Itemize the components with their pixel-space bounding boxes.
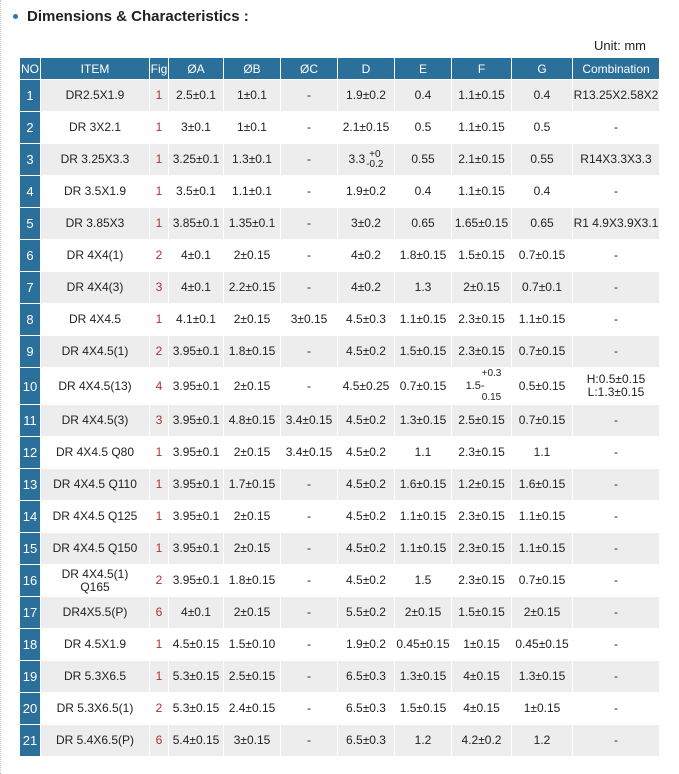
cell-d: 5.5±0.2 — [338, 597, 395, 629]
table-row — [20, 144, 660, 176]
cell-no: 21 — [20, 725, 41, 757]
cell-fig: 2 — [150, 693, 169, 725]
cell-combination: - — [573, 725, 660, 757]
cell-g: 0.55 — [512, 144, 573, 176]
cell-dia-b: 1±0.1 — [224, 80, 281, 112]
cell-dia-b: 4.8±0.15 — [224, 405, 281, 437]
cell-fig: 2 — [150, 240, 169, 272]
cell-f: 2.3±0.15 — [452, 437, 512, 469]
tolerance-upper: +0 — [369, 148, 381, 160]
cell-d: 4.5±0.2 — [338, 405, 395, 437]
cell-e: 1.6±0.15 — [395, 469, 452, 501]
cell-dia-a: 3.95±0.1 — [169, 469, 224, 501]
header-dia-a: ØA — [169, 58, 224, 80]
cell-d: 4±0.2 — [338, 240, 395, 272]
cell-f: 2.1±0.15 — [452, 144, 512, 176]
table-row — [20, 208, 660, 240]
cell-e: 1.2 — [395, 725, 452, 757]
cell-e: 0.7±0.15 — [395, 368, 452, 405]
cell-g: 0.7±0.15 — [512, 240, 573, 272]
cell-g: 1.3±0.15 — [512, 661, 573, 693]
cell-no: 5 — [20, 208, 41, 240]
cell-combination: - — [573, 469, 660, 501]
cell-e: 0.5 — [395, 112, 452, 144]
cell-e: 1.3±0.15 — [395, 661, 452, 693]
cell-dia-c: - — [281, 368, 338, 405]
cell-dia-b: 3±0.15 — [224, 725, 281, 757]
cell-d: 6.5±0.3 — [338, 725, 395, 757]
cell-no: 18 — [20, 629, 41, 661]
cell-item: DR 5.3X6.5(1) — [41, 693, 150, 725]
cell-item: DR 3X2.1 — [41, 112, 150, 144]
cell-e: 1.3±0.15 — [395, 405, 452, 437]
cell-f: 4±0.15 — [452, 693, 512, 725]
dimensions-table — [19, 57, 660, 757]
cell-fig: 1 — [150, 501, 169, 533]
cell-no: 7 — [20, 272, 41, 304]
cell-dia-c: - — [281, 661, 338, 693]
cell-d: 4.5±0.2 — [338, 501, 395, 533]
cell-d: 2.1±0.15 — [338, 112, 395, 144]
cell-fig: 1 — [150, 304, 169, 336]
cell-d: 4.5±0.2 — [338, 565, 395, 597]
cell-d: 4.5±0.2 — [338, 437, 395, 469]
cell-dia-c: - — [281, 336, 338, 368]
cell-dia-b: 2.5±0.15 — [224, 661, 281, 693]
cell-dia-c: 3.4±0.15 — [281, 437, 338, 469]
cell-fig: 3 — [150, 405, 169, 437]
header-d: D — [338, 58, 395, 80]
cell-fig: 6 — [150, 725, 169, 757]
cell-dia-c: - — [281, 208, 338, 240]
cell-e: 1.3 — [395, 272, 452, 304]
cell-e: 0.4 — [395, 80, 452, 112]
cell-dia-b: 2±0.15 — [224, 304, 281, 336]
cell-f: 2.5±0.15 — [452, 405, 512, 437]
cell-f: 4.2±0.2 — [452, 725, 512, 757]
cell-no: 19 — [20, 661, 41, 693]
cell-fig: 1 — [150, 629, 169, 661]
header-dia-b: ØB — [224, 58, 281, 80]
cell-no: 16 — [20, 565, 41, 597]
cell-fig: 2 — [150, 565, 169, 597]
cell-item: DR 4X4.5 — [41, 304, 150, 336]
table-row — [20, 304, 660, 336]
cell-e: 0.65 — [395, 208, 452, 240]
cell-f: 1.1±0.15 — [452, 80, 512, 112]
table-row — [20, 565, 660, 597]
cell-fig: 2 — [150, 336, 169, 368]
cell-item: DR 4X4(3) — [41, 272, 150, 304]
cell-no: 20 — [20, 693, 41, 725]
table-row — [20, 176, 660, 208]
cell-dia-c: - — [281, 597, 338, 629]
cell-no: 10 — [20, 368, 41, 405]
cell-no: 3 — [20, 144, 41, 176]
cell-dia-c: - — [281, 80, 338, 112]
cell-dia-c: - — [281, 693, 338, 725]
cell-g: 1.1 — [512, 437, 573, 469]
cell-dia-a: 2.5±0.1 — [169, 80, 224, 112]
cell-dia-c: - — [281, 501, 338, 533]
cell-combination: - — [573, 336, 660, 368]
cell-f: 2.3±0.15 — [452, 304, 512, 336]
cell-dia-b: 1.8±0.15 — [224, 565, 281, 597]
cell-combination: - — [573, 501, 660, 533]
cell-e: 1.1 — [395, 437, 452, 469]
cell-f: 2±0.15 — [452, 272, 512, 304]
cell-dia-b: 2±0.15 — [224, 597, 281, 629]
cell-g: 1.1±0.15 — [512, 304, 573, 336]
bullet-icon — [13, 14, 18, 19]
cell-combination: - — [573, 661, 660, 693]
cell-item: DR 4X4(1) — [41, 240, 150, 272]
cell-d: 1.9±0.2 — [338, 629, 395, 661]
cell-dia-a: 5.3±0.15 — [169, 693, 224, 725]
cell-fig: 1 — [150, 661, 169, 693]
cell-dia-b: 2±0.15 — [224, 368, 281, 405]
cell-item: DR 3.25X3.3 — [41, 144, 150, 176]
header-e: E — [395, 58, 452, 80]
table-row — [20, 112, 660, 144]
cell-d: 6.5±0.3 — [338, 661, 395, 693]
cell-item: DR 3.5X1.9 — [41, 176, 150, 208]
cell-combination: R1 4.9X3.9X3.1 — [573, 208, 660, 240]
cell-dia-c: - — [281, 144, 338, 176]
cell-g: 0.45±0.15 — [512, 629, 573, 661]
cell-combination: - — [573, 693, 660, 725]
cell-item: DR 4X4.5(13) — [41, 368, 150, 405]
cell-e: 1.8±0.15 — [395, 240, 452, 272]
cell-f: 2.3±0.15 — [452, 533, 512, 565]
cell-fig: 4 — [150, 368, 169, 405]
section-title: Dimensions & Characteristics : — [27, 8, 249, 25]
cell-e: 2±0.15 — [395, 597, 452, 629]
table-row — [20, 629, 660, 661]
tolerance-lower: -0.2 — [366, 158, 384, 170]
header-fig: Fig — [150, 58, 169, 80]
cell-combination: - — [573, 597, 660, 629]
header-f: F — [452, 58, 512, 80]
cell-combination: - — [573, 565, 660, 597]
cell-combination: - — [573, 240, 660, 272]
cell-dia-a: 3.95±0.1 — [169, 368, 224, 405]
cell-e: 1.1±0.15 — [395, 501, 452, 533]
cell-fig: 1 — [150, 80, 169, 112]
header-no: NO — [20, 58, 41, 80]
cell-dia-c: - — [281, 176, 338, 208]
cell-g: 0.4 — [512, 80, 573, 112]
table-row — [20, 693, 660, 725]
cell-dia-b: 2±0.15 — [224, 501, 281, 533]
cell-no: 12 — [20, 437, 41, 469]
cell-combination: - — [573, 112, 660, 144]
cell-item: DR 4X4.5 Q80 — [41, 437, 150, 469]
table-row — [20, 597, 660, 629]
cell-dia-c: 3±0.15 — [281, 304, 338, 336]
cell-f: 1±0.15 — [452, 629, 512, 661]
cell-dia-b: 2±0.15 — [224, 533, 281, 565]
table-row — [20, 501, 660, 533]
header-g: G — [512, 58, 573, 80]
table-row — [20, 661, 660, 693]
cell-e: 1.1±0.15 — [395, 533, 452, 565]
cell-e: 0.55 — [395, 144, 452, 176]
cell-no: 11 — [20, 405, 41, 437]
cell-item: DR 3.85X3 — [41, 208, 150, 240]
cell-dia-b: 1.3±0.1 — [224, 144, 281, 176]
cell-dia-c: 3.4±0.15 — [281, 405, 338, 437]
cell-combination: - — [573, 304, 660, 336]
cell-fig: 1 — [150, 469, 169, 501]
cell-d: 4.5±0.2 — [338, 469, 395, 501]
cell-f: 2.3±0.15 — [452, 336, 512, 368]
cell-f — [452, 368, 512, 405]
cell-f: 2.3±0.15 — [452, 565, 512, 597]
table-row — [20, 533, 660, 565]
cell-f: 2.3±0.15 — [452, 501, 512, 533]
cell-dia-c: - — [281, 469, 338, 501]
cell-g: 1.2 — [512, 725, 573, 757]
cell-g: 1.1±0.15 — [512, 533, 573, 565]
table-row — [20, 368, 660, 405]
cell-fig: 1 — [150, 437, 169, 469]
cell-no: 17 — [20, 597, 41, 629]
cell-no: 4 — [20, 176, 41, 208]
cell-fig: 1 — [150, 208, 169, 240]
cell-dia-b: 1.8±0.15 — [224, 336, 281, 368]
cell-g: 0.65 — [512, 208, 573, 240]
cell-item: DR 4X4.5 Q125 — [41, 501, 150, 533]
cell-dia-b: 2±0.15 — [224, 240, 281, 272]
cell-f-value: 1.5- — [465, 380, 485, 392]
cell-dia-a: 3.25±0.1 — [169, 144, 224, 176]
table-header-row — [20, 58, 660, 80]
cell-g: 1.1±0.15 — [512, 501, 573, 533]
cell-item: DR2.5X1.9 — [41, 80, 150, 112]
cell-d — [338, 144, 395, 176]
cell-fig: 6 — [150, 597, 169, 629]
cell-item: DR 4X4.5(1) — [41, 336, 150, 368]
cell-d: 6.5±0.3 — [338, 693, 395, 725]
cell-combination: - — [573, 629, 660, 661]
cell-f: 1.5±0.15 — [452, 597, 512, 629]
cell-g: 0.4 — [512, 176, 573, 208]
left-dotted-rule — [0, 0, 1, 774]
cell-dia-a: 4±0.1 — [169, 272, 224, 304]
cell-item: DR4X5.5(P) — [41, 597, 150, 629]
cell-no: 9 — [20, 336, 41, 368]
cell-dia-a: 4.5±0.15 — [169, 629, 224, 661]
table-row — [20, 405, 660, 437]
unit-label: Unit: mm — [594, 38, 646, 53]
cell-d: 4.5±0.3 — [338, 304, 395, 336]
cell-no: 15 — [20, 533, 41, 565]
table-row — [20, 437, 660, 469]
cell-fig: 1 — [150, 533, 169, 565]
tolerance-stack — [366, 150, 383, 170]
table-row — [20, 469, 660, 501]
tolerance-lower: 0.15 — [481, 392, 502, 403]
cell-g: 0.7±0.15 — [512, 405, 573, 437]
table-row — [20, 272, 660, 304]
cell-no: 6 — [20, 240, 41, 272]
cell-d: 1.9±0.2 — [338, 80, 395, 112]
cell-f: 1.1±0.15 — [452, 176, 512, 208]
cell-f: 1.1±0.15 — [452, 112, 512, 144]
cell-d: 1.9±0.2 — [338, 176, 395, 208]
cell-item: DR 4X4.5(1) Q165 — [41, 565, 150, 597]
cell-combination: - — [573, 437, 660, 469]
header-dia-c: ØC — [281, 58, 338, 80]
cell-combination: - — [573, 272, 660, 304]
cell-fig: 1 — [150, 176, 169, 208]
cell-dia-b: 1.35±0.1 — [224, 208, 281, 240]
cell-dia-a: 4.1±0.1 — [169, 304, 224, 336]
cell-combination: H:0.5±0.15 L:1.3±0.15 — [573, 368, 660, 405]
cell-d: 4±0.2 — [338, 272, 395, 304]
tolerance-stack — [462, 368, 502, 404]
cell-item: DR 4X4.5 Q110 — [41, 469, 150, 501]
cell-g: 0.7±0.15 — [512, 336, 573, 368]
cell-e: 1.5±0.15 — [395, 336, 452, 368]
cell-g: 1±0.15 — [512, 693, 573, 725]
cell-combination: R14X3.3X3.3 — [573, 144, 660, 176]
section-heading — [13, 8, 249, 25]
cell-dia-a: 3.5±0.1 — [169, 176, 224, 208]
cell-f: 4±0.15 — [452, 661, 512, 693]
table-row — [20, 240, 660, 272]
cell-dia-b: 2.4±0.15 — [224, 693, 281, 725]
cell-combination: - — [573, 176, 660, 208]
cell-e: 0.45±0.15 — [395, 629, 452, 661]
cell-f: 1.5±0.15 — [452, 240, 512, 272]
cell-dia-c: - — [281, 533, 338, 565]
cell-dia-c: - — [281, 565, 338, 597]
cell-e: 1.1±0.15 — [395, 304, 452, 336]
cell-dia-a: 3.95±0.1 — [169, 437, 224, 469]
cell-f: 1.2±0.15 — [452, 469, 512, 501]
cell-dia-b: 1.1±0.1 — [224, 176, 281, 208]
cell-g: 1.6±0.15 — [512, 469, 573, 501]
cell-no: 13 — [20, 469, 41, 501]
cell-fig: 1 — [150, 112, 169, 144]
cell-d: 4.5±0.2 — [338, 533, 395, 565]
cell-dia-b: 1.7±0.15 — [224, 469, 281, 501]
cell-combination: R13.25X2.58X2 — [573, 80, 660, 112]
cell-item: DR 4X4.5 Q150 — [41, 533, 150, 565]
cell-dia-a: 5.3±0.15 — [169, 661, 224, 693]
header-combination: Combination — [573, 58, 660, 80]
cell-item: DR 4X4.5(3) — [41, 405, 150, 437]
cell-no: 14 — [20, 501, 41, 533]
cell-fig: 1 — [150, 144, 169, 176]
cell-g: 0.5 — [512, 112, 573, 144]
cell-dia-b: 1±0.1 — [224, 112, 281, 144]
cell-g: 0.7±0.15 — [512, 565, 573, 597]
cell-dia-c: - — [281, 272, 338, 304]
cell-dia-a: 3±0.1 — [169, 112, 224, 144]
table-row — [20, 80, 660, 112]
cell-dia-b: 2.2±0.15 — [224, 272, 281, 304]
tolerance-upper: +0.3 — [481, 368, 502, 379]
cell-dia-a: 3.85±0.1 — [169, 208, 224, 240]
cell-dia-c: - — [281, 629, 338, 661]
cell-dia-a: 5.4±0.15 — [169, 725, 224, 757]
cell-no: 8 — [20, 304, 41, 336]
cell-g: 2±0.15 — [512, 597, 573, 629]
cell-item: DR 5.4X6.5(P) — [41, 725, 150, 757]
cell-combination: - — [573, 405, 660, 437]
cell-dia-a: 3.95±0.1 — [169, 405, 224, 437]
cell-combination: - — [573, 533, 660, 565]
cell-dia-c: - — [281, 725, 338, 757]
cell-dia-a: 3.95±0.1 — [169, 533, 224, 565]
cell-d: 3±0.2 — [338, 208, 395, 240]
cell-dia-a: 4±0.1 — [169, 597, 224, 629]
cell-dia-a: 3.95±0.1 — [169, 336, 224, 368]
table-row — [20, 336, 660, 368]
table-row — [20, 725, 660, 757]
cell-no: 1 — [20, 80, 41, 112]
header-item: ITEM — [41, 58, 150, 80]
cell-e: 0.4 — [395, 176, 452, 208]
cell-d-value: 3.3 — [348, 151, 366, 166]
cell-g: 0.5±0.15 — [512, 368, 573, 405]
cell-dia-c: - — [281, 112, 338, 144]
cell-f: 1.65±0.15 — [452, 208, 512, 240]
cell-item: DR 4.5X1.9 — [41, 629, 150, 661]
cell-dia-a: 3.95±0.1 — [169, 501, 224, 533]
cell-d: 4.5±0.2 — [338, 336, 395, 368]
cell-item: DR 5.3X6.5 — [41, 661, 150, 693]
cell-dia-b: 2±0.15 — [224, 437, 281, 469]
cell-e: 1.5 — [395, 565, 452, 597]
cell-dia-b: 1.5±0.10 — [224, 629, 281, 661]
cell-dia-a: 4±0.1 — [169, 240, 224, 272]
cell-d: 4.5±0.25 — [338, 368, 395, 405]
cell-g: 0.7±0.1 — [512, 272, 573, 304]
cell-dia-c: - — [281, 240, 338, 272]
cell-fig: 3 — [150, 272, 169, 304]
cell-e: 1.5±0.15 — [395, 693, 452, 725]
cell-dia-a: 3.95±0.1 — [169, 565, 224, 597]
cell-no: 2 — [20, 112, 41, 144]
